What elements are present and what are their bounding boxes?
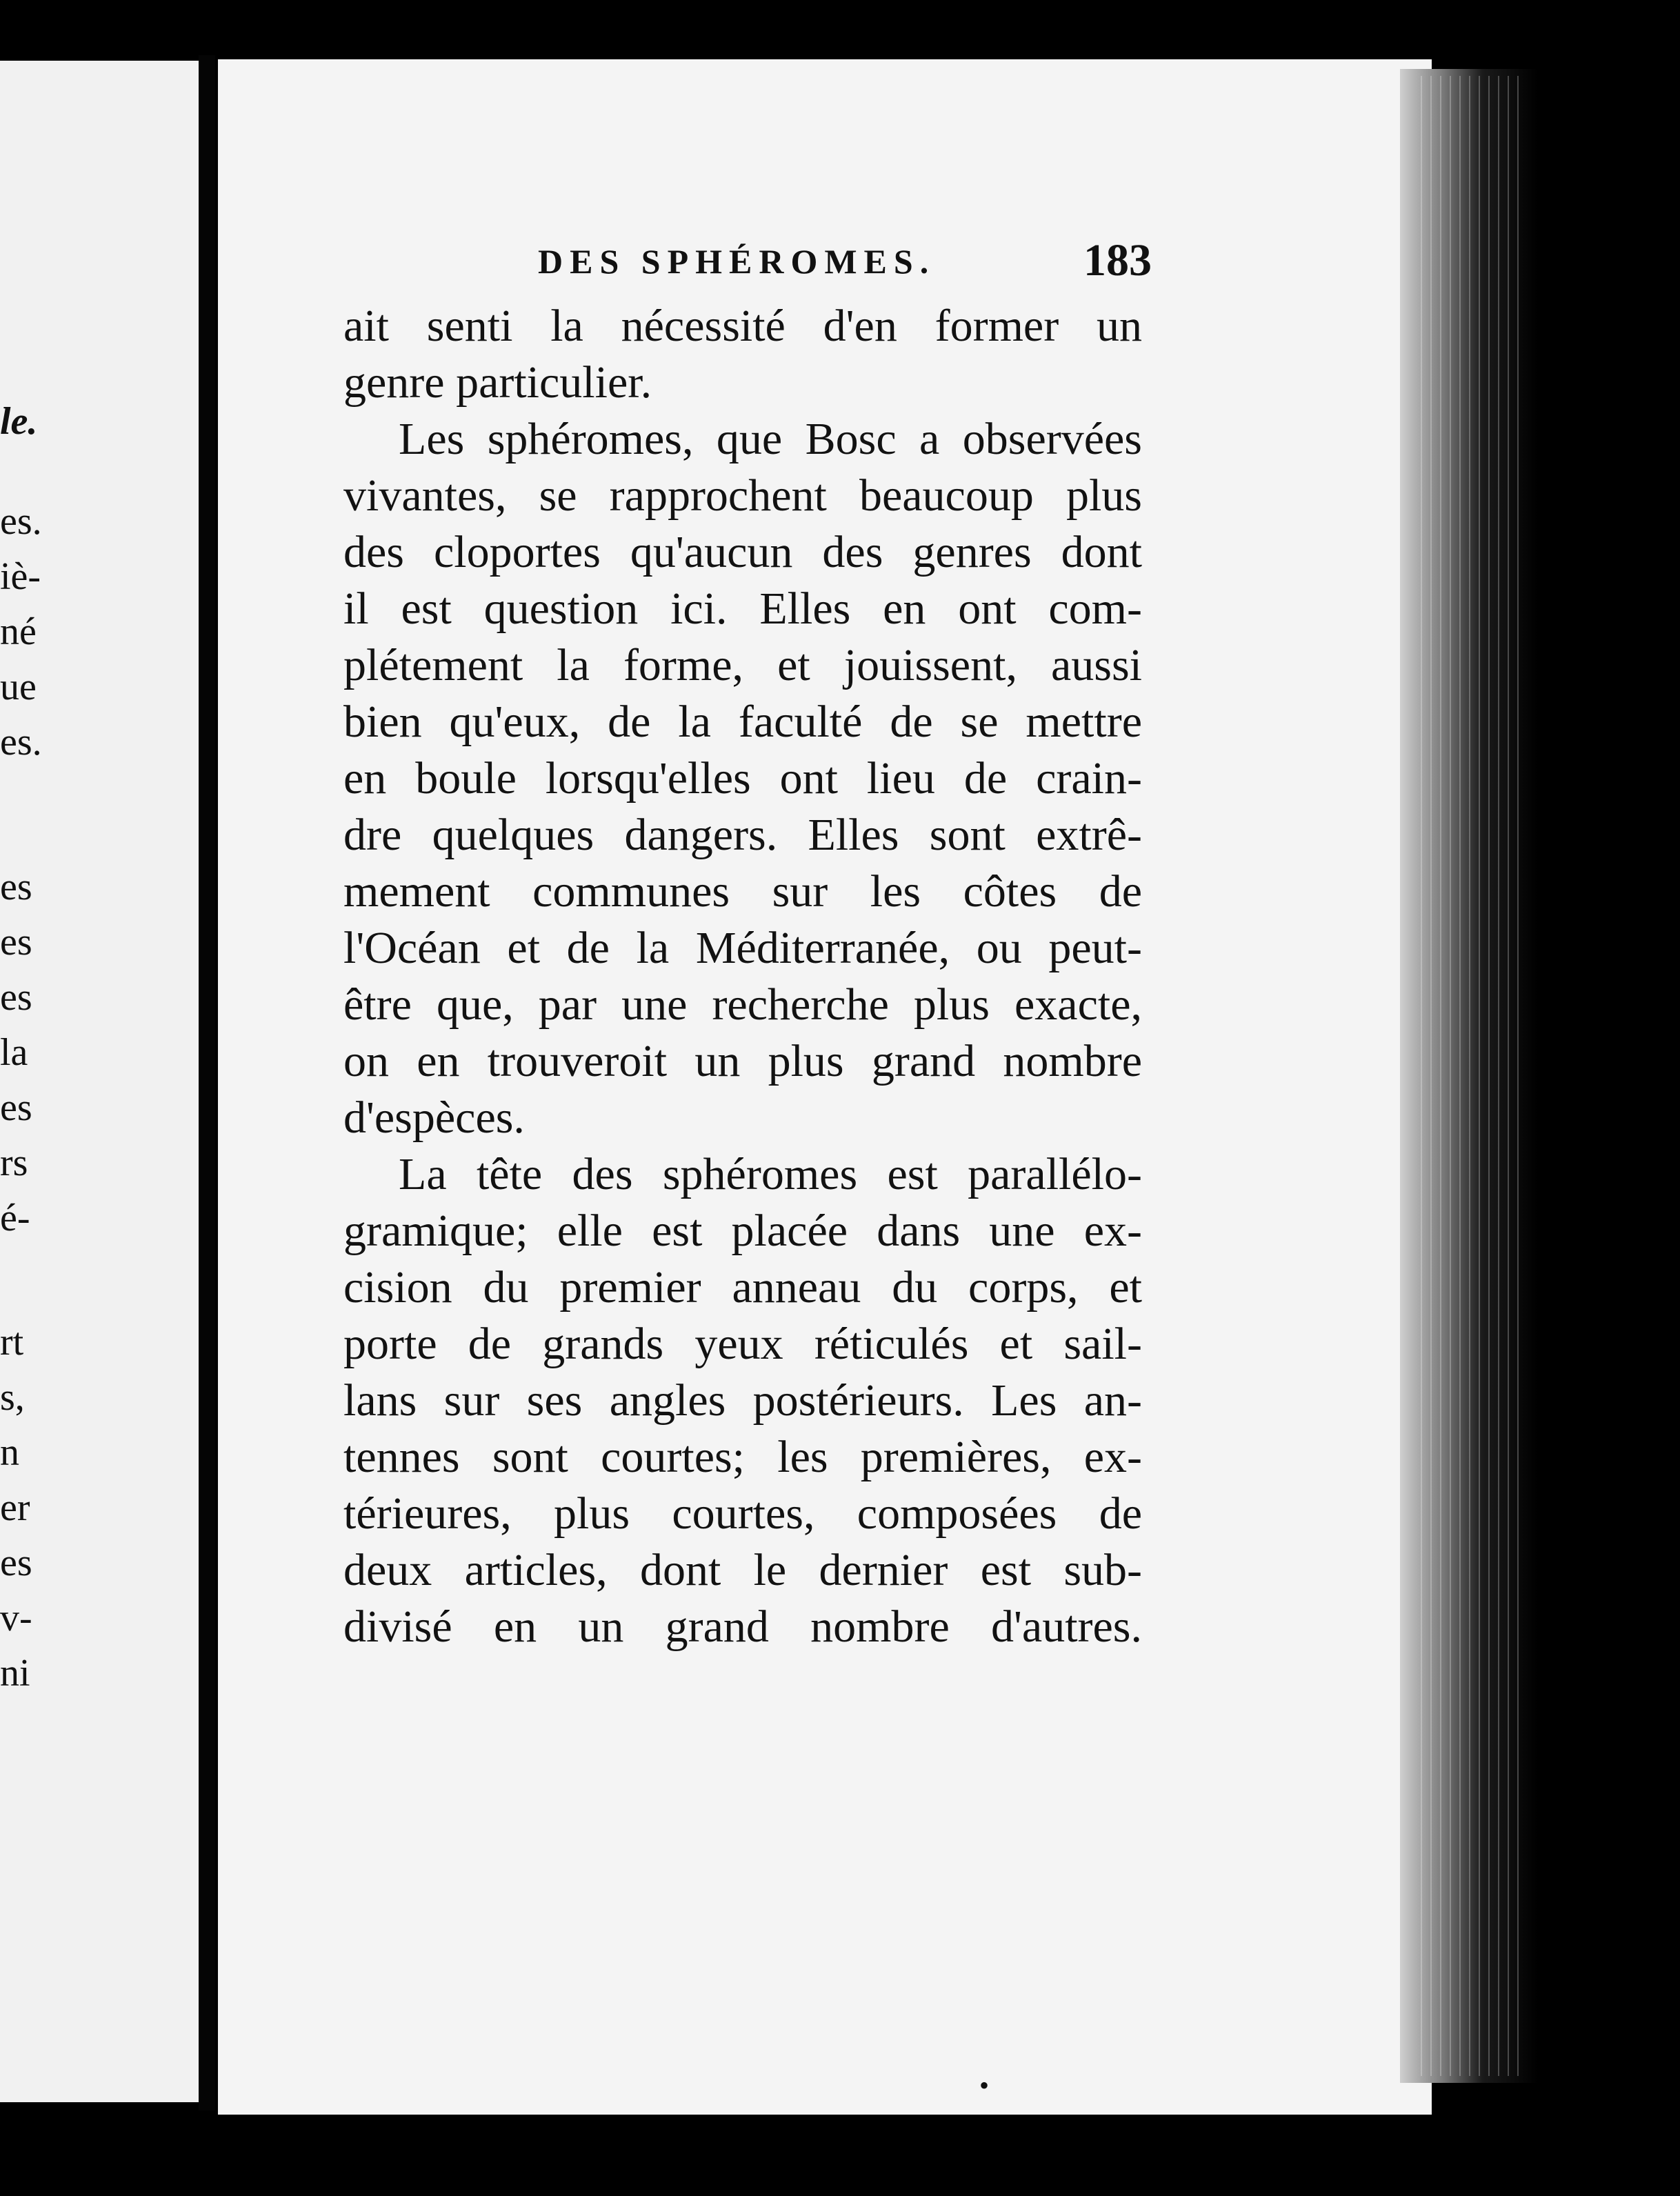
left-fragment: é-: [0, 1197, 30, 1239]
text-line: porte de grands yeux réticulés et sail-: [343, 1319, 1142, 1369]
text-line: bien qu'eux, de la faculté de se mettre: [343, 697, 1142, 747]
text-line: dre quelques dangers. Elles sont extrê-: [343, 810, 1142, 860]
left-fragment: es: [0, 866, 32, 908]
left-fragment: rs: [0, 1141, 28, 1184]
left-fragment: iè-: [0, 555, 41, 598]
text-line: plétement la forme, et jouissent, aussi: [343, 640, 1142, 690]
left-fragment: es: [0, 976, 32, 1019]
left-facing-page: [0, 61, 202, 2102]
page-number: 183: [1083, 235, 1152, 286]
left-fragment: es.: [0, 721, 42, 763]
left-fragment: ni: [0, 1652, 30, 1695]
left-fragment: né: [0, 610, 37, 653]
body-text: [343, 298, 1142, 1655]
left-fragment: n: [0, 1431, 19, 1474]
left-fragment: es: [0, 1086, 32, 1129]
text-line: lans sur ses angles postérieurs. Les an-: [343, 1375, 1142, 1426]
page-edge-texture: [1421, 76, 1524, 2076]
left-fragment: rt: [0, 1321, 24, 1364]
text-line: vivantes, se rapprochent beaucoup plus: [343, 470, 1142, 521]
text-line: divisé en un grand nombre d'autres.: [343, 1601, 1142, 1652]
text-line: être que, par une recherche plus exacte,: [343, 979, 1142, 1030]
text-line: mement communes sur les côtes de: [343, 866, 1142, 917]
left-page-text-fragments: [0, 61, 200, 2102]
text-line: on en trouveroit un plus grand nombre: [343, 1036, 1142, 1086]
text-line: deux articles, dont le dernier est sub-: [343, 1545, 1142, 1595]
text-line: l'Océan et de la Méditerranée, ou peut-: [343, 923, 1142, 973]
text-line: genre particulier.: [343, 357, 652, 408]
left-fragment: le.: [0, 400, 38, 443]
text-line: en boule lorsqu'elles ont lieu de crain-: [343, 753, 1142, 803]
left-fragment: la: [0, 1031, 28, 1074]
left-fragment: es.: [0, 500, 42, 543]
text-line: térieures, plus courtes, composées de: [343, 1488, 1142, 1539]
left-fragment: es: [0, 921, 32, 964]
left-fragment: s,: [0, 1376, 25, 1419]
text-line: il est question ici. Elles en ont com-: [343, 583, 1142, 634]
text-line: cision du premier anneau du corps, et: [343, 1262, 1142, 1312]
left-fragment: es: [0, 1541, 32, 1584]
text-line: ait senti la nécessité d'en former un: [343, 301, 1142, 351]
book-gutter: [199, 55, 215, 2110]
text-line: d'espèces.: [343, 1092, 525, 1143]
page-footer-mark: •: [979, 2070, 990, 2101]
text-line: Les sphéromes, que Bosc a observées: [399, 414, 1142, 464]
running-head: DES SPHÉROMES.: [538, 242, 936, 281]
left-fragment: v-: [0, 1597, 32, 1639]
text-line: gramique; elle est placée dans une ex-: [343, 1206, 1142, 1256]
left-fragment: er: [0, 1486, 30, 1529]
text-line: tennes sont courtes; les premières, ex-: [343, 1432, 1142, 1482]
text-line: La tête des sphéromes est parallélo-: [399, 1149, 1142, 1199]
left-fragment: ue: [0, 666, 37, 708]
text-line: des cloportes qu'aucun des genres dont: [343, 527, 1142, 577]
